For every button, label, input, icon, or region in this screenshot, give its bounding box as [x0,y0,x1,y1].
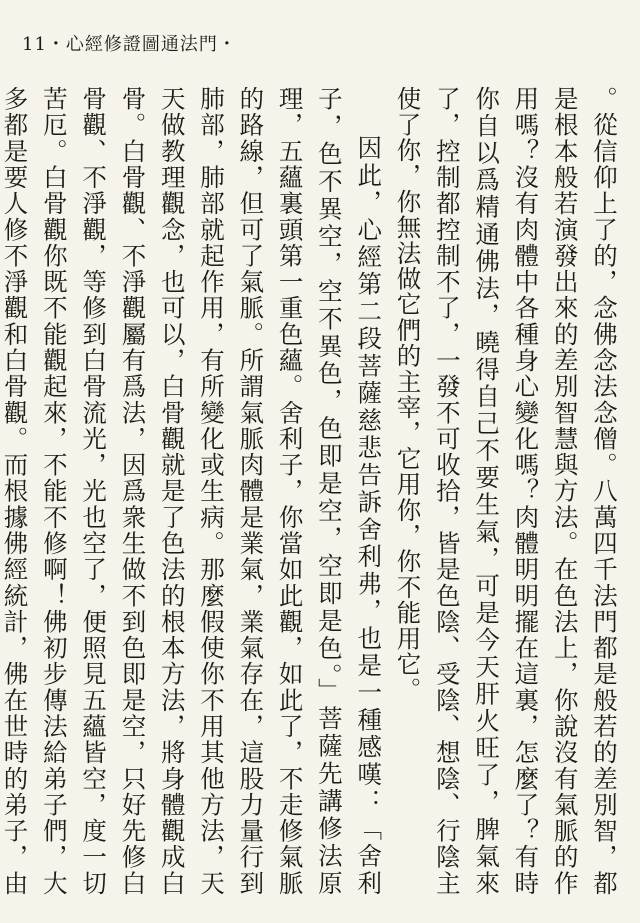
running-head: 11・心經修證圖通法門・ [22,34,237,55]
paragraph-2: 因此，心經第二段菩薩慈悲告訴舍利弗，也是一種感嘆：「舍利子，色不異空，空不異色，色即是空，空即是色。」菩薩先講修法原理，五蘊裏頭第一重色蘊。舍利子，你當如此觀，如此了，不走修氣脈的路線，但可了氣脈。所謂氣脈肉體是業氣，業氣存在，這股力量行到肺部，肺部就起作用，有所變化或生病。那麼假使你不用其他方法，天天做教理觀念，也可以，白骨觀就是了色法的根本方法，將身體觀成白骨。白骨觀、不淨觀屬有爲法，因爲衆生做不到色即是空，只好先修白骨觀、不淨觀，等修到白骨流光，光也空了，便照見五蘊皆空，度一切苦厄。白骨觀你既不能觀起來，不能不修啊！佛初步傳法給弟子們，大多都是要人修不淨觀和白骨觀。而根據佛經統計，佛在世時的弟子，由 [0,86,384,896]
paragraph-1: 。從信仰上了的，念佛念法念僧。八萬四千法門都是般若的差別智，都是根本般若演發出來的差別智慧與方法。在色法上，你說沒有氣脈的作用嗎？沒有肉體中各種身心變化嗎？肉體明明擺在這裏，怎麼了？有時你自以爲精通佛法，曉得自己不要生氣，可是今天肝火旺了，脾氣來了，控制都控制不了，一發不可收拾，皆是色陰、受陰、想陰、行陰主使了你，你無法做它們的主宰，它用你，你不能用它。 [393,86,619,896]
body-text [0,86,624,896]
